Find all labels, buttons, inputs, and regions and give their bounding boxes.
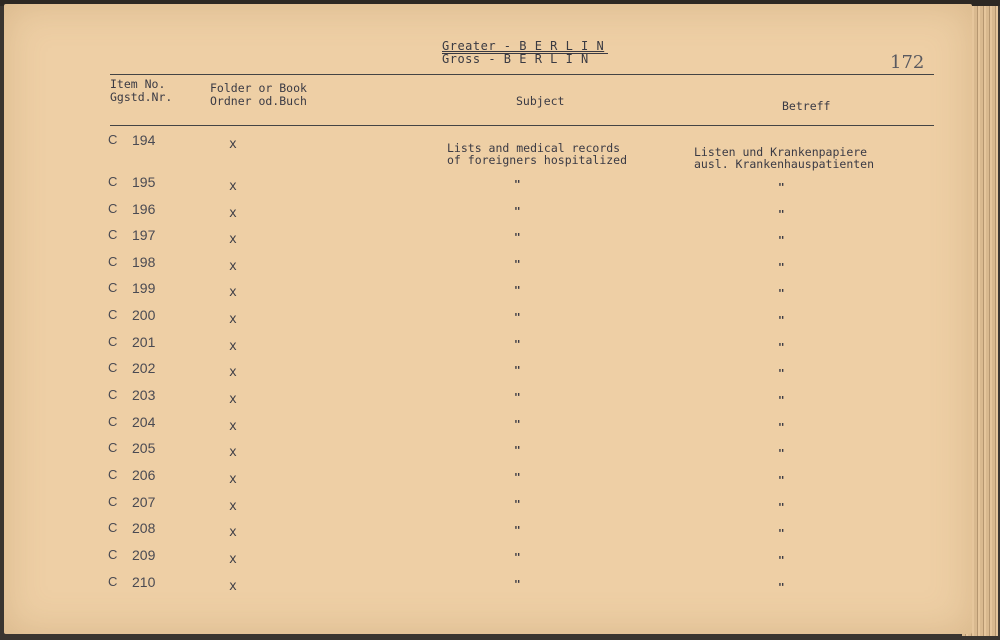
item-prefix: C (108, 132, 118, 147)
header-item-no-de: Ggstd.Nr. (110, 90, 173, 104)
item-number: 194 (132, 132, 156, 148)
betreff-ditto-mark: " (778, 501, 785, 514)
folder-mark: x (229, 525, 237, 540)
item-prefix: C (108, 307, 118, 322)
header-folder (210, 82, 307, 108)
list-item (4, 467, 972, 494)
subject-ditto-mark: " (514, 205, 521, 218)
item-number: 210 (132, 574, 156, 590)
item-prefix: C (108, 574, 118, 589)
list-item (4, 254, 972, 281)
betreff-ditto-mark: " (778, 554, 785, 567)
item-number: 207 (132, 494, 156, 510)
folder-mark: x (229, 419, 237, 434)
title-rule (442, 53, 608, 54)
item-number: 198 (132, 254, 156, 270)
item-number: 197 (132, 227, 156, 243)
subject-ditto-mark: " (514, 178, 521, 191)
betreff-ditto-mark: " (778, 421, 785, 434)
item-number: 206 (132, 467, 156, 483)
betreff-ditto-mark: " (778, 234, 785, 247)
betreff-ditto-mark: " (778, 261, 785, 274)
list-item (4, 227, 972, 254)
betreff-ditto-mark: " (778, 287, 785, 300)
document-title (442, 40, 604, 66)
item-prefix: C (108, 547, 118, 562)
item-number: 196 (132, 201, 156, 217)
item-prefix: C (108, 387, 118, 402)
item-prefix: C (108, 280, 118, 295)
item-prefix: C (108, 360, 118, 375)
betreff-ditto-mark: " (778, 581, 785, 594)
subject-ditto-mark: " (514, 444, 521, 457)
list-item (4, 414, 972, 441)
list-item (4, 360, 972, 387)
subject-ditto-mark: " (514, 311, 521, 324)
betreff-ditto-mark: " (778, 181, 785, 194)
betreff-ditto-mark: " (778, 447, 785, 460)
subject-ditto-mark: " (514, 551, 521, 564)
subject-ditto-mark: " (514, 258, 521, 271)
subject-ditto-mark: " (514, 364, 521, 377)
subject-ditto-mark: " (514, 391, 521, 404)
folder-mark: x (229, 579, 237, 594)
folder-mark: x (229, 259, 237, 274)
folder-mark: x (229, 472, 237, 487)
header-top-rule (110, 74, 934, 75)
item-prefix: C (108, 254, 118, 269)
item-prefix: C (108, 520, 118, 535)
title-line-english: Greater - B E R L I N (442, 39, 605, 53)
header-folder-en: Folder or Book (210, 81, 307, 95)
item-number: 195 (132, 174, 156, 190)
header-subject: Subject (516, 94, 565, 108)
list-item (4, 387, 972, 414)
item-prefix: C (108, 494, 118, 509)
list-item (4, 494, 972, 521)
list-item (4, 547, 972, 574)
header-item-no (110, 78, 172, 104)
header-item-no-en: Item No. (110, 77, 166, 91)
list-item (4, 280, 972, 307)
folder-mark: x (229, 445, 237, 460)
item-prefix: C (108, 174, 118, 189)
item-number: 204 (132, 414, 156, 430)
document-page (4, 4, 972, 634)
header-bottom-rule (110, 125, 934, 126)
subject-text: Lists and medical records of foreigners hospitalized (447, 141, 628, 167)
folder-mark: x (229, 232, 237, 247)
item-number: 208 (132, 520, 156, 536)
header-folder-de: Ordner od.Buch (210, 94, 307, 108)
title-line-german: Gross - B E R L I N (442, 52, 589, 66)
list-item (4, 440, 972, 467)
item-prefix: C (108, 414, 118, 429)
folder-mark: x (229, 552, 237, 567)
folder-mark: x (229, 365, 237, 380)
item-prefix: C (108, 227, 118, 242)
subject-ditto-mark: " (514, 524, 521, 537)
subject-ditto-mark: " (514, 418, 521, 431)
folder-mark: x (229, 392, 237, 407)
folder-mark: x (229, 499, 237, 514)
subject-ditto-mark: " (514, 284, 521, 297)
list-item (4, 201, 972, 228)
list-item (4, 174, 972, 201)
item-number: 199 (132, 280, 156, 296)
page-number: 172 (890, 52, 925, 73)
item-prefix: C (108, 467, 118, 482)
folder-mark: x (229, 339, 237, 354)
list-item (4, 520, 972, 547)
list-item (4, 574, 972, 601)
betreff-ditto-mark: " (778, 314, 785, 327)
list-item (4, 132, 972, 171)
item-prefix: C (108, 201, 118, 216)
item-number: 202 (132, 360, 156, 376)
subject-ditto-mark: " (514, 498, 521, 511)
subject-ditto-mark: " (514, 231, 521, 244)
betreff-ditto-mark: " (778, 527, 785, 540)
subject-ditto-mark: " (514, 578, 521, 591)
header-betreff: Betreff (782, 99, 831, 113)
folder-mark: x (229, 137, 237, 152)
betreff-text: Listen und Krankenpapiere ausl. Krankenhauspatienten (694, 145, 875, 171)
item-number: 201 (132, 334, 156, 350)
list-item (4, 334, 972, 361)
item-number: 200 (132, 307, 156, 323)
betreff-ditto-mark: " (778, 474, 785, 487)
item-prefix: C (108, 334, 118, 349)
item-number: 209 (132, 547, 156, 563)
item-number: 203 (132, 387, 156, 403)
betreff-ditto-mark: " (778, 341, 785, 354)
betreff-ditto-mark: " (778, 394, 785, 407)
subject-ditto-mark: " (514, 471, 521, 484)
betreff-ditto-mark: " (778, 208, 785, 221)
betreff-ditto-mark: " (778, 367, 785, 380)
folder-mark: x (229, 285, 237, 300)
item-prefix: C (108, 440, 118, 455)
folder-mark: x (229, 179, 237, 194)
list-item (4, 307, 972, 334)
item-number: 205 (132, 440, 156, 456)
folder-mark: x (229, 206, 237, 221)
subject-ditto-mark: " (514, 338, 521, 351)
folder-mark: x (229, 312, 237, 327)
